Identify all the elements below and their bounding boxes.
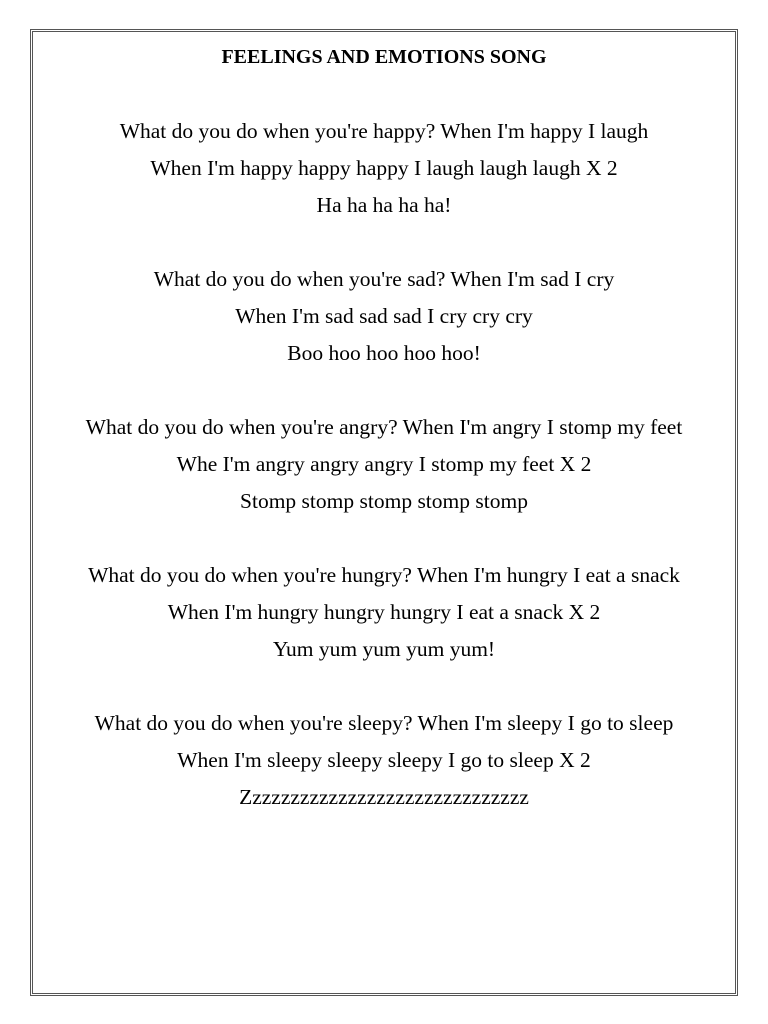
verse-line: Whe I'm angry angry angry I stomp my feet X 2 <box>176 452 592 476</box>
verse-sad <box>0 261 768 372</box>
verse-line: When I'm sad sad sad I cry cry cry <box>235 304 533 328</box>
verse-line: What do you do when you're happy? When I'm happy I laugh <box>119 119 649 143</box>
verse-line: Boo hoo hoo hoo hoo! <box>287 341 481 365</box>
song-verses <box>0 113 768 853</box>
verse-line: What do you do when you're sleepy? When I'm sleepy I go to sleep <box>94 711 674 735</box>
verse-line: What do you do when you're hungry? When I'm hungry I eat a snack <box>88 563 680 587</box>
verse-line: What do you do when you're angry? When I'm angry I stomp my feet <box>85 415 683 439</box>
verse-line: Stomp stomp stomp stomp stomp <box>240 489 528 513</box>
verse-line: When I'm happy happy happy I laugh laugh laugh X 2 <box>150 156 618 180</box>
verse-line: When I'm hungry hungry hungry I eat a snack X 2 <box>167 600 601 624</box>
verse-line: When I'm sleepy sleepy sleepy I go to sleep X 2 <box>177 748 591 772</box>
verse-line: Yum yum yum yum yum! <box>272 637 496 661</box>
verse-happy <box>0 113 768 224</box>
verse-line: Zzzzzzzzzzzzzzzzzzzzzzzzzzzzzz <box>239 785 529 809</box>
verse-line: Ha ha ha ha ha! <box>316 193 452 217</box>
verse-angry <box>0 409 768 520</box>
verse-line: What do you do when you're sad? When I'm sad I cry <box>153 267 615 291</box>
song-title: FEELINGS AND EMOTIONS SONG <box>221 46 547 68</box>
verse-hungry <box>0 557 768 668</box>
verse-sleepy <box>0 705 768 816</box>
